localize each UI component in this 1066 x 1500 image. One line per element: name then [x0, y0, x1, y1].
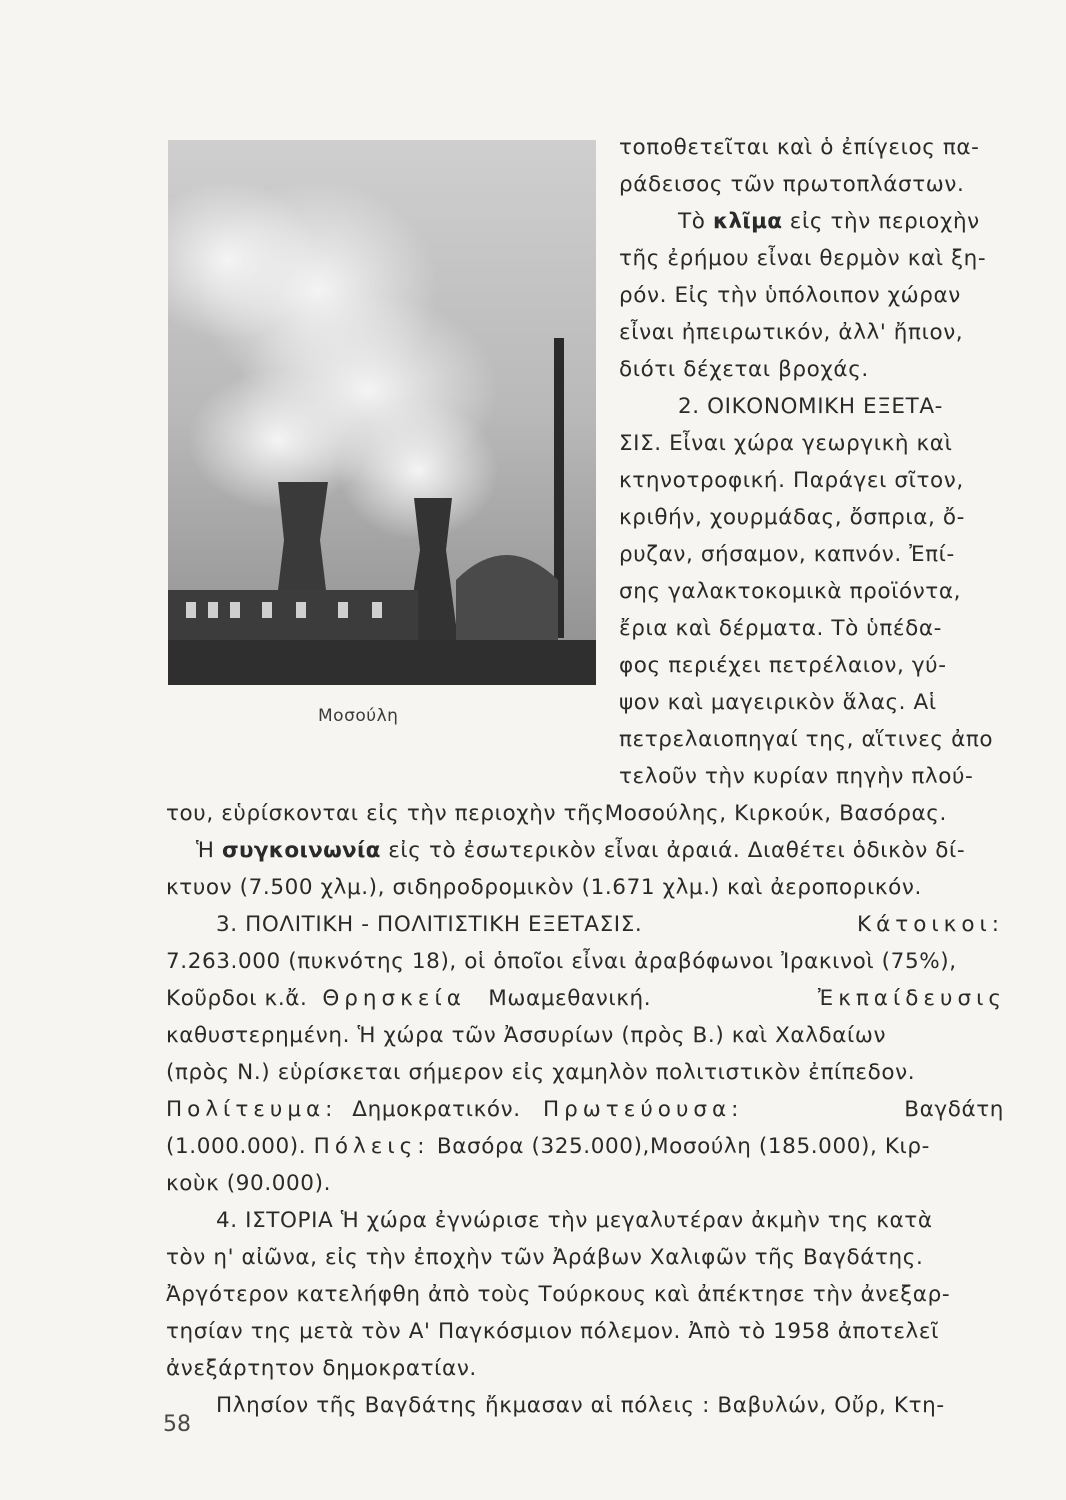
text-fragment: εἰς τὸ ἐσωτερικὸν εἶναι ἀραιά. Διαθέτει ὁδικὸν δί- — [388, 838, 966, 863]
text-line: φος περιέχει πετρέλαιον, γύ- — [619, 653, 947, 678]
text-line: κοὺκ (90.000). — [166, 1171, 332, 1196]
text-line — [678, 204, 980, 240]
cities-label: Πόλεις: — [313, 1134, 430, 1159]
text-line: εἶναι ἠπειρωτικόν, ἀλλ' ἤπιον, — [619, 320, 964, 345]
text-line: τοποθετεῖται καὶ ὁ ἐπίγειος πα- — [619, 135, 980, 160]
text-line: τῆς ἐρήμου εἶναι θερμὸν καὶ ξη- — [619, 246, 987, 271]
religion-label: Θρησκεία — [322, 986, 466, 1011]
text-line: ΣΙΣ. Εἶναι χώρα γεωργικὴ καὶ — [619, 431, 953, 456]
text-line: τὸν η' αἰῶνα, εἰς τὴν ἐποχὴν τῶν Ἀράβων Χαλιφῶν τῆς Βαγδάτης. — [166, 1245, 924, 1270]
mosul-photo — [168, 140, 596, 685]
text-line: Πλησίον τῆς Βαγδάτης ἤκμασαν αἱ πόλεις : Βαβυλών, Οὔρ, Κτη- — [216, 1393, 945, 1418]
text-line: καθυστερημένη. Ἡ χώρα τῶν Ἀσσυρίων (πρὸς Β.) καὶ Χαλδαίων — [166, 1023, 887, 1048]
text-line: κτηνοτροφική. Παράγει σῖτον, — [619, 468, 964, 493]
text-line: σης γαλακτοκομικὰ προϊόντα, — [619, 579, 962, 604]
text-fragment: Κοῦρδοι κ.ἄ. — [166, 986, 308, 1011]
text-line — [196, 833, 965, 869]
heading-text: 3. ΠΟΛΙΤΙΚΗ - ΠΟΛΙΤΙΣΤΙΚΗ ΕΞΕΤΑΣΙΣ. — [216, 912, 643, 937]
text-line: διότι δέχεται βροχάς. — [619, 357, 869, 382]
text-line: κριθήν, χουρμάδας, ὄσπρια, ὄ- — [619, 505, 965, 530]
government-label: Πολίτευμα: — [166, 1097, 338, 1122]
text-line: του, εὑρίσκονται εἰς τὴν περιοχὴν τῆςΜοσούλης, Κιρκούκ, Βασόρας. — [166, 801, 947, 826]
transport-keyword: συγκοινωνία — [222, 838, 381, 863]
text-line — [166, 1129, 930, 1165]
text-line: ἔρια καὶ δέρματα. Τὸ ὑπέδα- — [619, 616, 942, 641]
capital-label: Πρωτεύουσα: — [542, 1097, 744, 1122]
transport-intro: Ἡ — [196, 838, 215, 863]
text-line: ρυζαν, σήσαμον, καπνόν. Ἐπί- — [619, 542, 955, 567]
text-fragment: εἰς τὴν περιοχὴν — [789, 209, 980, 234]
section-heading-4: 4. ΙΣΤΟΡΙΑ Ἡ χώρα ἐγνώρισε τὴν μεγαλυτέραν ἀκμὴν της κατὰ — [216, 1208, 933, 1233]
inhabitants-label: Κάτοικοι: — [857, 912, 1004, 937]
text-line: κτυον (7.500 χλμ.), σιδηροδρομικὸν (1.671 χλμ.) καὶ ἀεροπορικόν. — [166, 875, 922, 900]
text-line: τησίαν της μετὰ τὸν Α' Παγκόσμιον πόλεμον. Ἀπὸ τὸ 1958 ἀποτελεῖ — [166, 1319, 939, 1344]
text-line: ράδεισος τῶν πρωτοπλάστων. — [619, 172, 965, 197]
text-line — [166, 981, 1006, 1017]
text-line: ἀνεξάρτητον δημοκρατίαν. — [166, 1356, 477, 1381]
text-line: ψον καὶ μαγειρικὸν ἅλας. Αἱ — [619, 690, 937, 715]
text-fragment: Δημοκρατικόν. — [352, 1097, 521, 1122]
section-heading-2: 2. ΟΙΚΟΝΟΜΙΚΗ ΕΞΕΤΑ- — [678, 394, 943, 419]
text-fragment: (1.000.000). — [166, 1134, 307, 1159]
text-fragment: Βασόρα (325.000),Μοσούλη (185.000), Κιρ- — [436, 1134, 931, 1159]
text-line: πετρελαιοπηγαί της, αἵτινες ἀπο — [619, 727, 994, 752]
text-line — [166, 1092, 1004, 1128]
text-line: 7.263.000 (πυκνότης 18), οἱ ὁποῖοι εἶναι ἀραβόφωνοι Ἰρακινοὶ (75%), — [166, 949, 957, 974]
text-line: Ἀργότερον κατελήφθη ἀπὸ τοὺς Τούρκους καὶ ἀπέκτησε τὴν ἀνεξαρ- — [166, 1282, 951, 1307]
text-fragment: Μωαμεθανική. — [488, 986, 652, 1011]
text-line: ρόν. Εἰς τὴν ὑπόλοιπον χώραν — [619, 283, 961, 308]
refinery-illustration — [168, 140, 596, 685]
text-line: (πρὸς Ν.) εὑρίσκεται σήμερον εἰς χαμηλὸν πολιτιστικὸν ἐπίπεδον. — [166, 1060, 916, 1085]
section-heading-3 — [216, 907, 1004, 943]
climate-intro: Τὸ — [678, 209, 706, 234]
text-fragment: Βαγδάτη — [904, 1097, 1004, 1122]
climate-keyword: κλῖμα — [712, 209, 783, 234]
text-line: τελοῦν τὴν κυρίαν πηγὴν πλού- — [619, 764, 974, 789]
education-label: Ἐκπαίδευσις — [817, 986, 1006, 1011]
page-number: 58 — [163, 1412, 191, 1437]
photo-caption: Μοσούλη — [318, 706, 399, 726]
